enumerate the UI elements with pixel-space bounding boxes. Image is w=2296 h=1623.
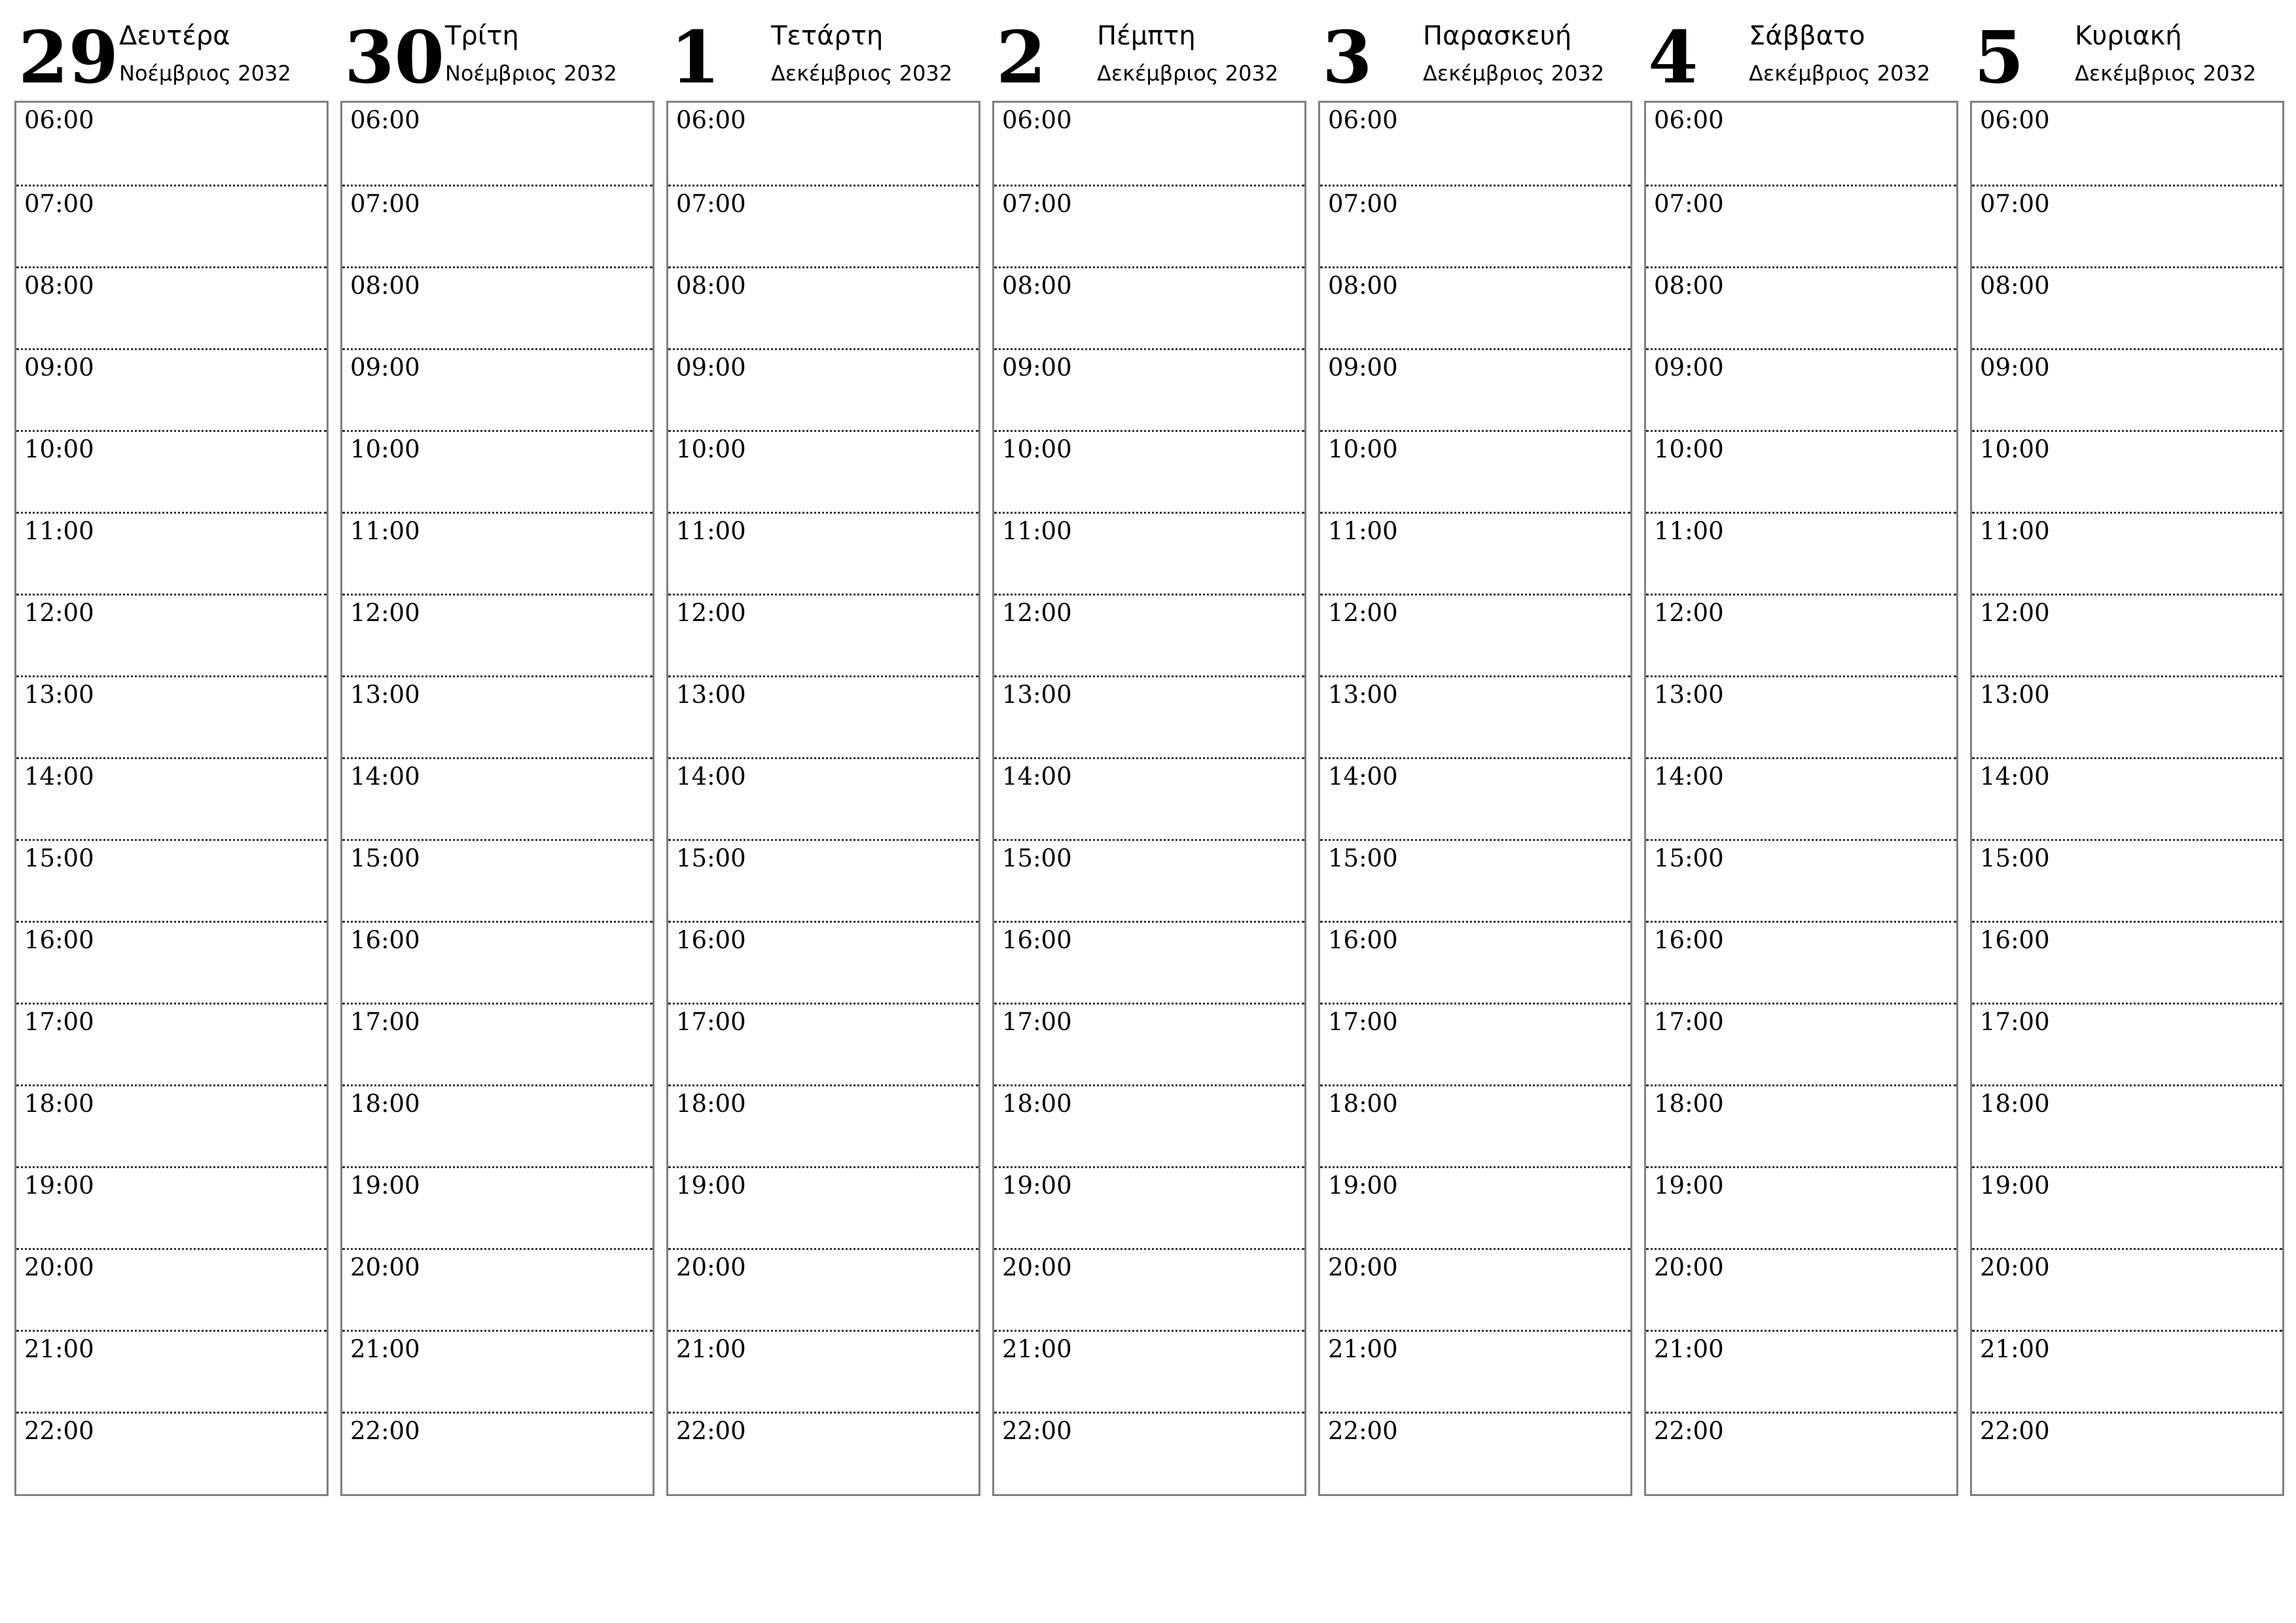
day-header	[1970, 0, 2283, 98]
day-number: 5	[1974, 15, 2024, 99]
hour-slot[interactable]	[994, 839, 1304, 921]
hour-slot[interactable]	[668, 430, 978, 512]
hour-label: 10:00	[1654, 435, 1724, 463]
hour-slot[interactable]	[1972, 266, 2282, 348]
hour-label: 21:00	[1654, 1335, 1724, 1363]
hour-label: 18:00	[350, 1090, 420, 1118]
hour-label: 16:00	[676, 926, 746, 954]
hour-label: 11:00	[1980, 517, 2050, 545]
month-year-label: Δεκέμβριος 2032	[1097, 61, 1279, 86]
hour-slot[interactable]	[342, 1084, 653, 1166]
hour-slot[interactable]	[994, 348, 1304, 430]
hour-slot[interactable]	[1646, 185, 1956, 266]
weekday-name: Κυριακή	[2075, 21, 2182, 51]
hour-slot[interactable]	[16, 921, 327, 1003]
day-column	[1318, 0, 1631, 1499]
hour-slot[interactable]	[994, 430, 1304, 512]
hour-label: 09:00	[1328, 353, 1398, 382]
hour-slot[interactable]	[342, 1166, 653, 1248]
hour-slot[interactable]	[1320, 757, 1630, 839]
month-year-label: Νοέμβριος 2032	[119, 61, 291, 86]
hour-label: 22:00	[1002, 1417, 1072, 1445]
hour-label: 22:00	[350, 1417, 420, 1445]
month-year-label: Νοέμβριος 2032	[445, 61, 617, 86]
hour-label: 12:00	[1002, 599, 1072, 627]
hour-slot[interactable]	[994, 185, 1304, 266]
day-number: 30	[344, 15, 445, 99]
weekday-name: Πέμπτη	[1097, 21, 1196, 51]
hour-slot[interactable]	[994, 1166, 1304, 1248]
hour-slot[interactable]	[1972, 1003, 2282, 1084]
hour-label: 20:00	[24, 1253, 94, 1281]
hour-slot[interactable]	[1320, 1248, 1630, 1330]
hour-label: 13:00	[1654, 681, 1724, 709]
hour-slot[interactable]	[994, 512, 1304, 594]
hour-label: 15:00	[350, 844, 420, 872]
hour-slot[interactable]	[1646, 266, 1956, 348]
hour-label: 16:00	[1002, 926, 1072, 954]
hour-label: 18:00	[24, 1090, 94, 1118]
hour-label: 12:00	[676, 599, 746, 627]
hour-slot[interactable]	[668, 594, 978, 675]
day-header	[340, 0, 653, 98]
weekday-name: Δευτέρα	[119, 21, 230, 51]
hour-label: 10:00	[1980, 435, 2050, 463]
hour-label: 14:00	[24, 762, 94, 791]
hour-slot[interactable]	[1646, 675, 1956, 757]
hour-slot[interactable]	[1646, 1084, 1956, 1166]
hour-label: 10:00	[350, 435, 420, 463]
day-schedule-box	[992, 101, 1306, 1496]
hour-slot[interactable]	[342, 266, 653, 348]
hour-label: 10:00	[24, 435, 94, 463]
hour-slot[interactable]	[994, 1003, 1304, 1084]
day-schedule-box	[1644, 101, 1958, 1496]
hour-slot[interactable]	[1646, 594, 1956, 675]
hour-label: 21:00	[24, 1335, 94, 1363]
hour-label: 07:00	[24, 190, 94, 218]
hour-label: 06:00	[1002, 106, 1072, 134]
hour-slot[interactable]	[1320, 1084, 1630, 1166]
hour-slot[interactable]	[1320, 1003, 1630, 1084]
hour-slot[interactable]	[1320, 348, 1630, 430]
hour-label: 14:00	[676, 762, 746, 791]
hour-label: 15:00	[1002, 844, 1072, 872]
hour-slot[interactable]	[994, 266, 1304, 348]
day-number: 3	[1322, 15, 1372, 99]
hour-slot[interactable]	[1320, 1330, 1630, 1412]
hour-slot[interactable]	[1972, 103, 2282, 185]
hour-slot[interactable]	[1972, 675, 2282, 757]
hour-label: 15:00	[1654, 844, 1724, 872]
day-number: 29	[18, 15, 119, 99]
hour-slot[interactable]	[1320, 675, 1630, 757]
hour-slot[interactable]	[668, 1166, 978, 1248]
hour-slot[interactable]	[342, 1248, 653, 1330]
hour-slot[interactable]	[1972, 839, 2282, 921]
hour-label: 19:00	[24, 1171, 94, 1200]
hour-label: 17:00	[1980, 1008, 2050, 1036]
hour-slot[interactable]	[994, 1248, 1304, 1330]
hour-slot[interactable]	[342, 185, 653, 266]
hour-slot[interactable]	[668, 675, 978, 757]
hour-slot[interactable]	[1320, 512, 1630, 594]
hour-slot[interactable]	[16, 594, 327, 675]
hour-label: 09:00	[350, 353, 420, 382]
hour-slot[interactable]	[668, 921, 978, 1003]
hour-slot[interactable]	[16, 839, 327, 921]
hour-label: 06:00	[24, 106, 94, 134]
hour-label: 08:00	[1654, 272, 1724, 300]
hour-slot[interactable]	[342, 921, 653, 1003]
day-column	[666, 0, 979, 1499]
hour-label: 06:00	[1654, 106, 1724, 134]
day-header	[1318, 0, 1631, 98]
hour-label: 11:00	[676, 517, 746, 545]
hour-slot[interactable]	[1646, 512, 1956, 594]
hour-label: 19:00	[676, 1171, 746, 1200]
hour-label: 21:00	[676, 1335, 746, 1363]
day-schedule-box	[340, 101, 655, 1496]
hour-slot[interactable]	[668, 1330, 978, 1412]
day-column	[340, 0, 653, 1499]
day-schedule-box	[666, 101, 980, 1496]
hour-slot[interactable]	[16, 348, 327, 430]
hour-slot[interactable]	[16, 430, 327, 512]
day-header	[14, 0, 327, 98]
hour-slot[interactable]	[1646, 1166, 1956, 1248]
hour-label: 13:00	[24, 681, 94, 709]
day-header	[666, 0, 979, 98]
hour-label: 21:00	[350, 1335, 420, 1363]
hour-label: 06:00	[1980, 106, 2050, 134]
hour-slot[interactable]	[342, 1003, 653, 1084]
day-schedule-box	[1318, 101, 1632, 1496]
hour-label: 14:00	[1654, 762, 1724, 791]
hour-slot[interactable]	[1646, 1412, 1956, 1493]
weekly-planner	[14, 0, 2284, 1499]
hour-label: 07:00	[1980, 190, 2050, 218]
hour-label: 06:00	[676, 106, 746, 134]
hour-slot[interactable]	[1646, 348, 1956, 430]
hour-slot[interactable]	[1972, 185, 2282, 266]
hour-label: 19:00	[350, 1171, 420, 1200]
hour-slot[interactable]	[1972, 512, 2282, 594]
hour-label: 17:00	[24, 1008, 94, 1036]
hour-label: 07:00	[1002, 190, 1072, 218]
hour-slot[interactable]	[16, 266, 327, 348]
hour-slot[interactable]	[1646, 1330, 1956, 1412]
hour-slot[interactable]	[1320, 594, 1630, 675]
hour-slot[interactable]	[342, 594, 653, 675]
hour-label: 09:00	[1654, 353, 1724, 382]
hour-label: 21:00	[1002, 1335, 1072, 1363]
hour-slot[interactable]	[668, 839, 978, 921]
hour-slot[interactable]	[994, 921, 1304, 1003]
hour-label: 10:00	[676, 435, 746, 463]
hour-slot[interactable]	[1646, 103, 1956, 185]
hour-slot[interactable]	[342, 757, 653, 839]
hour-slot[interactable]	[342, 348, 653, 430]
hour-label: 22:00	[1328, 1417, 1398, 1445]
hour-slot[interactable]	[668, 1412, 978, 1493]
hour-label: 08:00	[1002, 272, 1072, 300]
hour-label: 17:00	[676, 1008, 746, 1036]
hour-slot[interactable]	[16, 675, 327, 757]
hour-slot[interactable]	[994, 594, 1304, 675]
hour-label: 12:00	[24, 599, 94, 627]
hour-slot[interactable]	[1320, 103, 1630, 185]
hour-label: 14:00	[1002, 762, 1072, 791]
hour-slot[interactable]	[1972, 921, 2282, 1003]
hour-label: 09:00	[676, 353, 746, 382]
hour-slot[interactable]	[1972, 757, 2282, 839]
hour-slot[interactable]	[342, 103, 653, 185]
hour-label: 20:00	[1980, 1253, 2050, 1281]
hour-slot[interactable]	[668, 266, 978, 348]
hour-slot[interactable]	[1646, 1248, 1956, 1330]
weekday-name: Παρασκευή	[1423, 21, 1572, 51]
day-column	[992, 0, 1305, 1499]
hour-slot[interactable]	[994, 103, 1304, 185]
hour-label: 18:00	[676, 1090, 746, 1118]
hour-slot[interactable]	[994, 1330, 1304, 1412]
month-year-label: Δεκέμβριος 2032	[1423, 61, 1605, 86]
weekday-name: Σάββατο	[1749, 21, 1865, 51]
hour-slot[interactable]	[1320, 266, 1630, 348]
hour-label: 21:00	[1980, 1335, 2050, 1363]
hour-label: 17:00	[1002, 1008, 1072, 1036]
day-header	[1644, 0, 1957, 98]
hour-label: 14:00	[1980, 762, 2050, 791]
hour-slot[interactable]	[342, 1330, 653, 1412]
hour-slot[interactable]	[1972, 430, 2282, 512]
hour-label: 12:00	[350, 599, 420, 627]
month-year-label: Δεκέμβριος 2032	[1749, 61, 1931, 86]
hour-slot[interactable]	[994, 1084, 1304, 1166]
hour-label: 18:00	[1654, 1090, 1724, 1118]
hour-label: 09:00	[1002, 353, 1072, 382]
hour-label: 08:00	[350, 272, 420, 300]
hour-label: 12:00	[1328, 599, 1398, 627]
hour-slot[interactable]	[1646, 757, 1956, 839]
hour-slot[interactable]	[994, 757, 1304, 839]
hour-slot[interactable]	[1972, 348, 2282, 430]
hour-slot[interactable]	[342, 430, 653, 512]
hour-slot[interactable]	[1320, 1412, 1630, 1493]
hour-label: 09:00	[24, 353, 94, 382]
hour-label: 18:00	[1980, 1090, 2050, 1118]
hour-slot[interactable]	[342, 512, 653, 594]
hour-slot[interactable]	[16, 1412, 327, 1493]
month-year-label: Δεκέμβριος 2032	[771, 61, 953, 86]
hour-slot[interactable]	[668, 185, 978, 266]
hour-label: 15:00	[676, 844, 746, 872]
hour-label: 16:00	[1980, 926, 2050, 954]
hour-slot[interactable]	[668, 103, 978, 185]
hour-label: 06:00	[1328, 106, 1398, 134]
hour-label: 15:00	[24, 844, 94, 872]
hour-slot[interactable]	[994, 1412, 1304, 1493]
hour-label: 18:00	[1328, 1090, 1398, 1118]
hour-slot[interactable]	[1972, 594, 2282, 675]
month-year-label: Δεκέμβριος 2032	[2075, 61, 2257, 86]
hour-label: 22:00	[24, 1417, 94, 1445]
day-schedule-box	[14, 101, 329, 1496]
hour-slot[interactable]	[668, 1003, 978, 1084]
hour-label: 13:00	[350, 681, 420, 709]
hour-slot[interactable]	[1972, 1248, 2282, 1330]
day-column	[14, 0, 327, 1499]
hour-label: 20:00	[350, 1253, 420, 1281]
hour-slot[interactable]	[342, 839, 653, 921]
hour-label: 22:00	[1980, 1417, 2050, 1445]
hour-label: 09:00	[1980, 353, 2050, 382]
hour-slot[interactable]	[1646, 1003, 1956, 1084]
hour-label: 22:00	[676, 1417, 746, 1445]
hour-slot[interactable]	[668, 348, 978, 430]
hour-slot[interactable]	[16, 1166, 327, 1248]
day-number: 1	[670, 15, 721, 99]
hour-label: 11:00	[1002, 517, 1072, 545]
hour-label: 11:00	[1328, 517, 1398, 545]
hour-slot[interactable]	[668, 757, 978, 839]
hour-slot[interactable]	[1646, 430, 1956, 512]
day-number: 4	[1648, 15, 1698, 99]
hour-slot[interactable]	[16, 103, 327, 185]
hour-label: 13:00	[1328, 681, 1398, 709]
hour-slot[interactable]	[16, 757, 327, 839]
hour-label: 08:00	[1328, 272, 1398, 300]
hour-slot[interactable]	[1646, 839, 1956, 921]
hour-slot[interactable]	[1972, 1412, 2282, 1493]
hour-label: 20:00	[1654, 1253, 1724, 1281]
hour-label: 06:00	[350, 106, 420, 134]
hour-label: 14:00	[350, 762, 420, 791]
hour-label: 20:00	[676, 1253, 746, 1281]
hour-slot[interactable]	[668, 512, 978, 594]
day-column	[1644, 0, 1957, 1499]
hour-slot[interactable]	[342, 675, 653, 757]
hour-label: 07:00	[1328, 190, 1398, 218]
hour-label: 14:00	[1328, 762, 1398, 791]
weekday-name: Τρίτη	[445, 21, 519, 51]
hour-slot[interactable]	[1972, 1166, 2282, 1248]
hour-slot[interactable]	[16, 1330, 327, 1412]
hour-label: 12:00	[1980, 599, 2050, 627]
hour-slot[interactable]	[1320, 185, 1630, 266]
hour-label: 19:00	[1980, 1171, 2050, 1200]
hour-label: 13:00	[1980, 681, 2050, 709]
hour-slot[interactable]	[1972, 1330, 2282, 1412]
hour-slot[interactable]	[994, 675, 1304, 757]
hour-slot[interactable]	[1320, 1166, 1630, 1248]
hour-label: 22:00	[1654, 1417, 1724, 1445]
hour-slot[interactable]	[16, 185, 327, 266]
hour-label: 11:00	[350, 517, 420, 545]
hour-slot[interactable]	[16, 1248, 327, 1330]
hour-label: 10:00	[1002, 435, 1072, 463]
hour-label: 16:00	[24, 926, 94, 954]
hour-label: 07:00	[1654, 190, 1724, 218]
hour-label: 17:00	[1328, 1008, 1398, 1036]
hour-label: 19:00	[1654, 1171, 1724, 1200]
hour-label: 20:00	[1328, 1253, 1398, 1281]
hour-label: 08:00	[676, 272, 746, 300]
day-schedule-box	[1970, 101, 2284, 1496]
hour-label: 15:00	[1980, 844, 2050, 872]
hour-label: 08:00	[24, 272, 94, 300]
hour-label: 17:00	[1654, 1008, 1724, 1036]
hour-label: 19:00	[1002, 1171, 1072, 1200]
hour-label: 11:00	[1654, 517, 1724, 545]
hour-label: 12:00	[1654, 599, 1724, 627]
hour-label: 15:00	[1328, 844, 1398, 872]
weekday-name: Τετάρτη	[771, 21, 884, 51]
hour-label: 19:00	[1328, 1171, 1398, 1200]
hour-slot[interactable]	[1320, 921, 1630, 1003]
hour-label: 10:00	[1328, 435, 1398, 463]
hour-label: 16:00	[350, 926, 420, 954]
hour-slot[interactable]	[16, 512, 327, 594]
hour-label: 07:00	[676, 190, 746, 218]
hour-label: 17:00	[350, 1008, 420, 1036]
day-column	[1970, 0, 2283, 1499]
hour-label: 13:00	[676, 681, 746, 709]
hour-label: 13:00	[1002, 681, 1072, 709]
hour-slot[interactable]	[16, 1003, 327, 1084]
day-header	[992, 0, 1305, 98]
hour-slot[interactable]	[1972, 1084, 2282, 1166]
hour-label: 21:00	[1328, 1335, 1398, 1363]
hour-label: 18:00	[1002, 1090, 1072, 1118]
hour-label: 11:00	[24, 517, 94, 545]
hour-label: 07:00	[350, 190, 420, 218]
hour-label: 16:00	[1328, 926, 1398, 954]
hour-slot[interactable]	[668, 1248, 978, 1330]
hour-slot[interactable]	[1320, 839, 1630, 921]
hour-label: 20:00	[1002, 1253, 1072, 1281]
hour-slot[interactable]	[1320, 430, 1630, 512]
hour-slot[interactable]	[342, 1412, 653, 1493]
hour-slot[interactable]	[16, 1084, 327, 1166]
hour-slot[interactable]	[1646, 921, 1956, 1003]
day-number: 2	[996, 15, 1047, 99]
hour-label: 16:00	[1654, 926, 1724, 954]
hour-slot[interactable]	[668, 1084, 978, 1166]
hour-label: 08:00	[1980, 272, 2050, 300]
